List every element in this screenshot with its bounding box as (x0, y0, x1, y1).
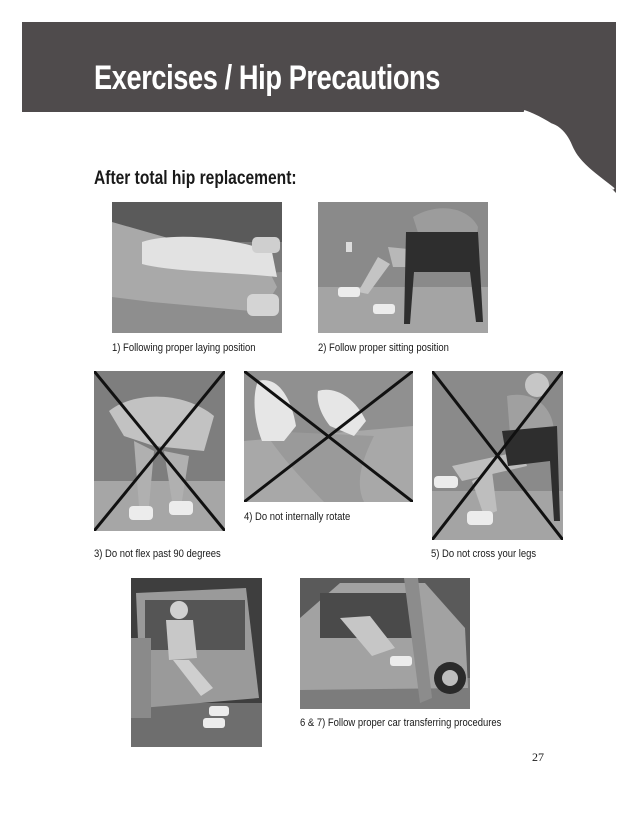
photo-car-transfer-1 (131, 578, 262, 747)
photo-no-flex-past-90 (94, 371, 225, 531)
caption-no-crossing-legs: 5) Do not cross your legs (431, 548, 537, 560)
caption-sitting-position: 2) Follow proper sitting position (318, 342, 449, 354)
photo-car-transfer-2 (300, 578, 470, 709)
caption-laying-position: 1) Following proper laying position (112, 342, 256, 354)
caption-no-flex-past-90: 3) Do not flex past 90 degrees (94, 548, 221, 560)
section-subtitle: After total hip replacement: (94, 168, 297, 189)
caption-car-transfer: 6 & 7) Follow proper car transferring procedures (300, 717, 502, 729)
photo-laying-position (112, 202, 282, 333)
photo-sitting-position (318, 202, 488, 333)
page-number: 27 (532, 750, 544, 764)
photo-no-internal-rotation (244, 371, 413, 502)
banner-curl-decoration (520, 105, 620, 200)
page-title: Exercises / Hip Precautions (94, 59, 440, 97)
caption-no-internal-rotation: 4) Do not internally rotate (244, 511, 351, 523)
photo-no-crossing-legs (432, 371, 563, 540)
